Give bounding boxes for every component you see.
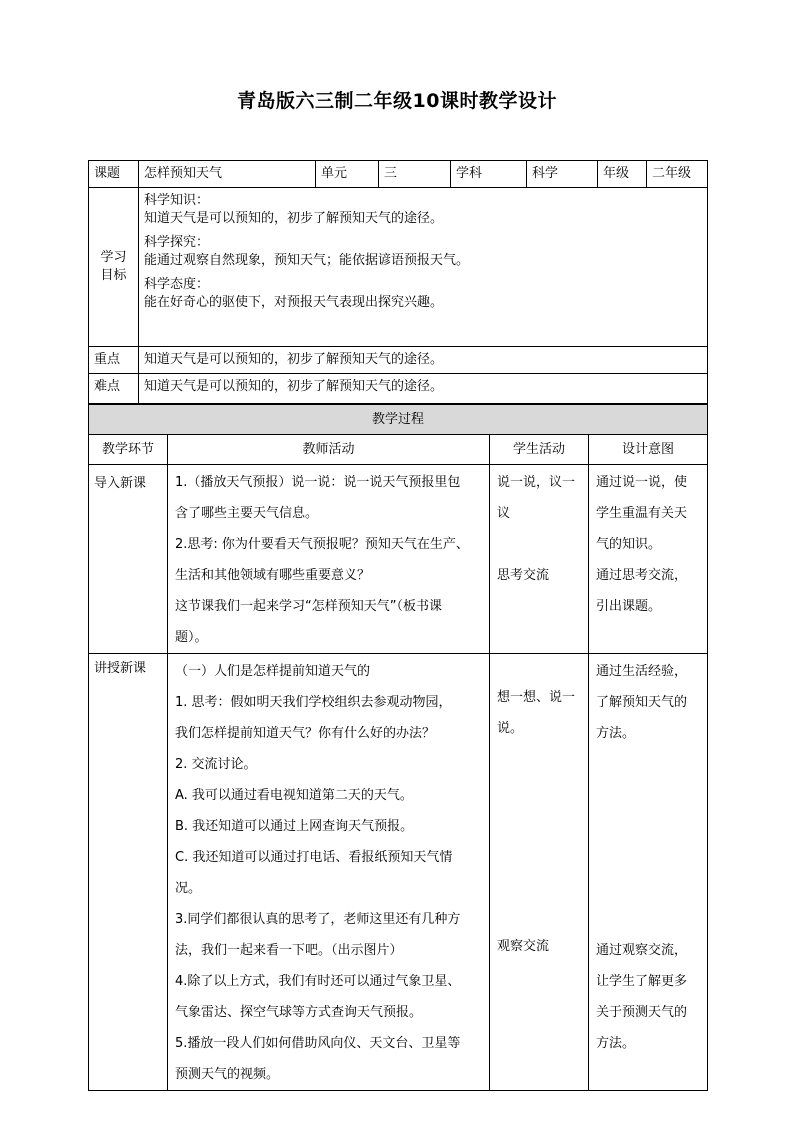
text-line: A. 我可以通过看电视知道第二天的天气。 (175, 788, 413, 803)
grade-value: 二年级 (647, 161, 708, 188)
text-line: 我们怎样提前知道天气？你有什么好的办法？ (175, 726, 436, 741)
text-line: 关于预测天气的 (596, 1005, 688, 1020)
subject-value: 科学 (527, 161, 598, 188)
text-line: 方法。 (596, 726, 636, 741)
text-line: 1. 思考：假如明天我们学校组织去参观动物园， (175, 695, 452, 710)
unit-label: 单元 (316, 161, 379, 188)
text-line: 含了哪些主要天气信息。 (175, 506, 319, 521)
goal-text: 能在好奇心的驱使下，对预报天气表现出探究兴趣。 (144, 295, 444, 310)
page-title: 青岛版六三制二年级10课时教学设计 (237, 90, 557, 112)
key-point-text: 知道天气是可以预知的，初步了解预知天气的途径。 (139, 347, 708, 374)
text-line: 3.同学们都很认真的思考了，老师这里还有几种方 (175, 912, 461, 927)
difficulty-label: 难点 (89, 374, 139, 404)
text-line: 方法。 (596, 1036, 636, 1051)
col-header-stage: 教学环节 (89, 435, 168, 465)
design-intent-intro (589, 465, 708, 654)
text-line: 学生重温有关天 (596, 506, 688, 521)
spacer (596, 749, 700, 935)
goal-text: 能通过观察自然现象，预知天气；能依据谚语预报天气。 (144, 253, 470, 268)
text-line (497, 529, 581, 560)
goal-heading: 科学知识： (144, 193, 210, 208)
text-line: 说一说，议一 (497, 475, 576, 490)
teacher-activity-intro (168, 465, 490, 654)
student-activity-new (490, 654, 589, 1091)
text-line: 气的知识。 (596, 537, 662, 552)
text-line: 想一想、说一 (497, 690, 576, 705)
text-line: 议 (497, 506, 511, 521)
text-line: 法，我们一起来看一下吧。（出示图片） (175, 943, 403, 958)
goal-attitude (144, 276, 702, 312)
topic-label: 课题 (89, 161, 139, 188)
table-row (89, 465, 708, 654)
table-row (89, 654, 708, 1091)
text-line: 了解预知天气的 (596, 695, 688, 710)
text-line: 让学生了解更多 (596, 974, 688, 989)
key-point-label: 重点 (89, 347, 139, 374)
col-header-teacher: 教师活动 (168, 435, 490, 465)
text-line: 通过思考交流， (596, 568, 688, 583)
text-line: 5.播放一段人们如何借助风向仪、天文台、卫星等 (175, 1036, 461, 1051)
text-line: B. 我还知道可以通过上网查询天气预报。 (175, 819, 414, 834)
goals-label-line2: 目标 (100, 268, 127, 283)
goals-label-line1: 学习 (100, 250, 127, 265)
text-line: 通过观察交流， (596, 943, 688, 958)
goal-heading: 科学态度： (144, 277, 210, 292)
spacer (497, 744, 581, 931)
text-line: （一）人们是怎样提前知道天气的 (175, 664, 371, 679)
text-line: 2.思考: 你为什要看天气预报呢？预知天气在生产、 (175, 537, 469, 552)
text-line: 说。 (497, 721, 524, 736)
text-line: 况。 (175, 881, 202, 896)
stage-intro: 导入新课 (89, 465, 168, 654)
lesson-info-table (88, 160, 708, 404)
goals-label (89, 188, 139, 347)
goal-text: 知道天气是可以预知的，初步了解预知天气的途径。 (144, 211, 444, 226)
text-line: 通过生活经验， (596, 664, 688, 679)
goal-knowledge (144, 192, 702, 228)
topic-value: 怎样预知天气 (139, 161, 316, 188)
process-title: 教学过程 (89, 405, 708, 435)
spacer (497, 656, 581, 682)
text-line: 生活和其他领域有哪些重要意义？ (175, 568, 371, 583)
goal-heading: 科学探究： (144, 235, 210, 250)
stage-new: 讲授新课 (89, 654, 168, 1091)
text-line: 引出课题。 (596, 599, 662, 614)
teaching-process-table (88, 404, 708, 1091)
col-header-intent: 设计意图 (589, 435, 708, 465)
subject-label: 学科 (451, 161, 527, 188)
text-line: 这节课我们一起来学习“怎样预知天气”（板书课 (175, 599, 442, 614)
student-activity-intro (490, 465, 589, 654)
text-line: 预测天气的视频。 (175, 1067, 280, 1082)
design-intent-new (589, 654, 708, 1091)
text-line: 通过说一说，使 (596, 475, 688, 490)
goals-content (139, 188, 708, 347)
text-line: 思考交流 (497, 568, 550, 583)
text-line: 2. 交流讨论。 (175, 757, 257, 772)
goal-inquiry (144, 234, 702, 270)
unit-value: 三 (379, 161, 451, 188)
text-line: 气象雷达、探空气球等方式查询天气预报。 (175, 1005, 423, 1020)
text-line: 题）。 (175, 630, 208, 645)
text-line: 观察交流 (497, 939, 550, 954)
grade-label: 年级 (598, 161, 647, 188)
col-header-student: 学生活动 (490, 435, 589, 465)
difficulty-text: 知道天气是可以预知的，初步了解预知天气的途径。 (139, 374, 708, 404)
teacher-activity-new (168, 654, 490, 1091)
text-line: 1.（播放天气预报）说一说：说一说天气预报里包 (175, 475, 461, 490)
text-line: C. 我还知道可以通过打电话、看报纸预知天气情 (175, 850, 453, 865)
text-line: 4.除了以上方式，我们有时还可以通过气象卫星、 (175, 974, 461, 989)
